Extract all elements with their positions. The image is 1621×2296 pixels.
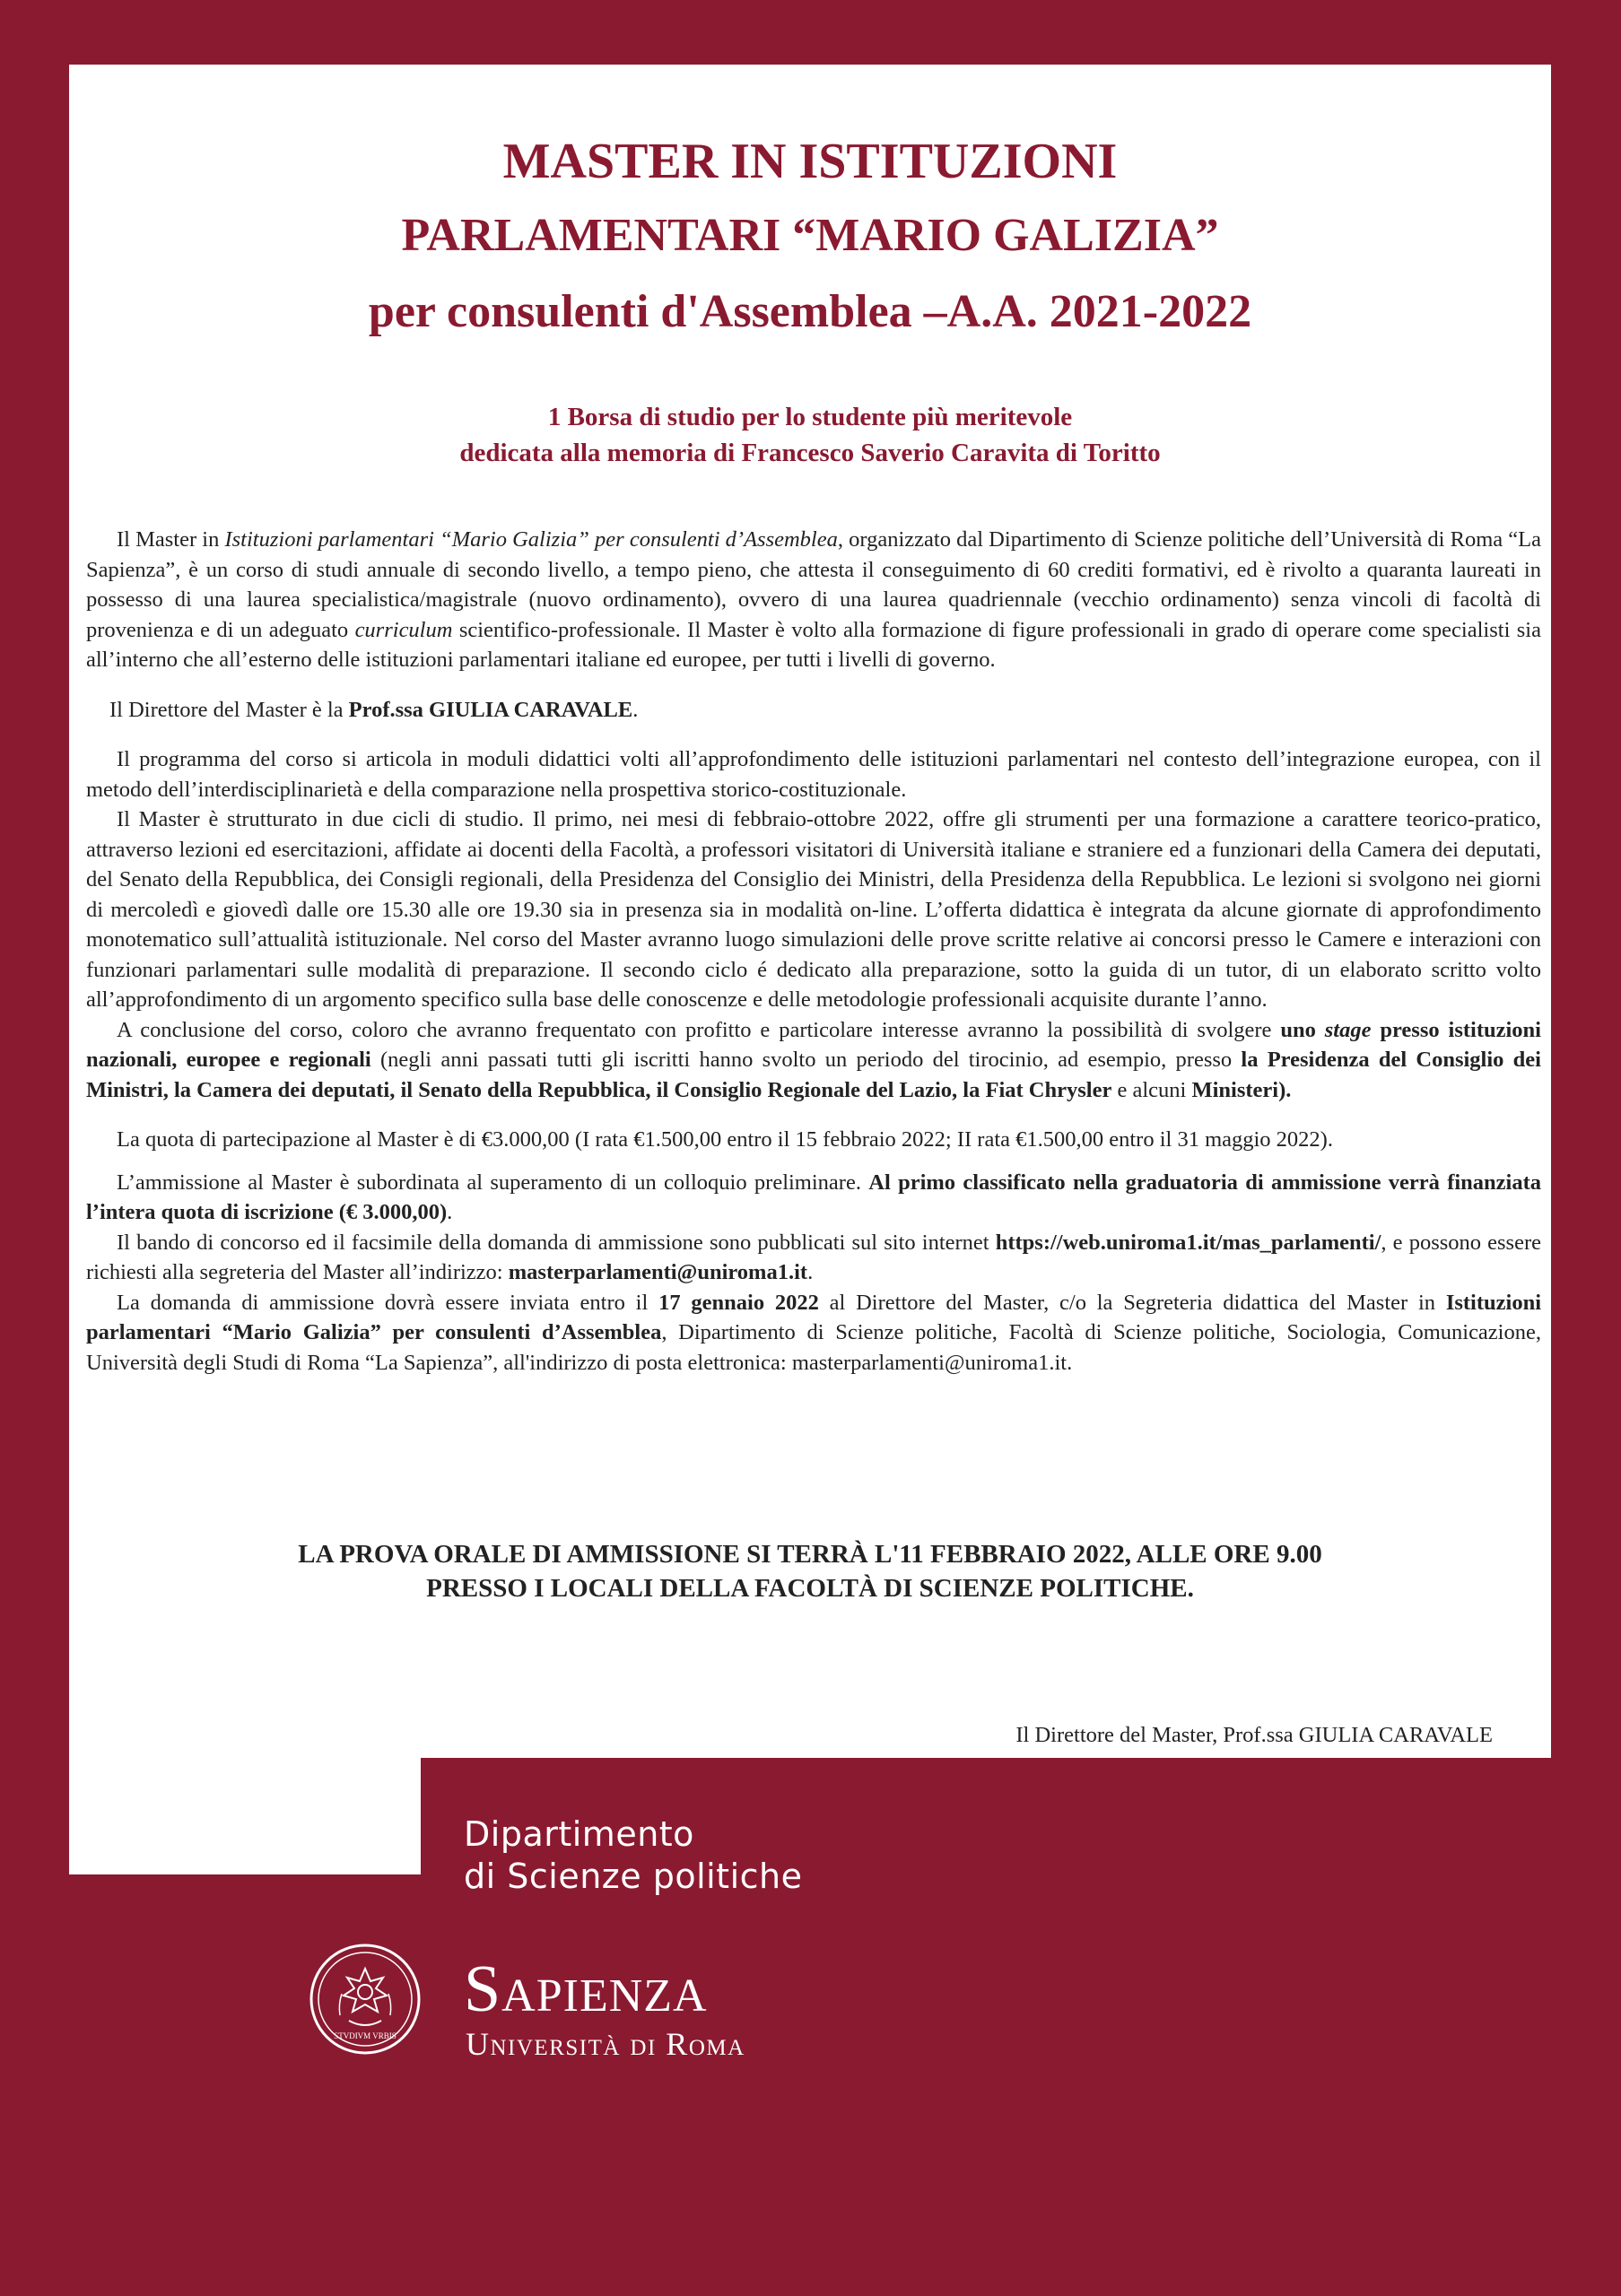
text-span: La domanda di ammissione dovrà essere inviata entro il — [117, 1290, 659, 1315]
notice-line-2: PRESSO I LOCALI DELLA FACOLTÀ DI SCIENZE POLITICHE. — [426, 1574, 1194, 1603]
title-line-3: per consulenti d'Assemblea –A.A. 2021-2022 — [368, 286, 1252, 337]
dept-line-2: di Scienze politiche — [464, 1857, 803, 1896]
notice-line-1: LA PROVA ORALE DI AMMISSIONE SI TERRÀ L'11 FEBBRAIO 2022, ALLE ORE 9.00 — [298, 1540, 1322, 1569]
oral-exam-notice — [69, 1537, 1551, 1605]
text-span: Il Direttore del Master è la — [109, 697, 349, 722]
text-span: scientifico-professionale. Il Master è volto alla formazione di figure professionali in grado di operare come specialisti sia all’interno che all’esterno delle istituzioni parlamentari italiane ed europee, per tutti i livelli di governo. — [86, 617, 1541, 672]
dept-line-1: Dipartimento — [464, 1814, 694, 1854]
deadline-date: 17 gennaio 2022 — [658, 1290, 819, 1315]
text-bold: Al primo classificato nella graduatoria di ammissione verrà finanziata l’intera quota di iscrizione (€ 3.000,00) — [86, 1170, 1542, 1224]
body-text — [86, 525, 1541, 1378]
signature: Il Direttore del Master, Prof.ssa GIULIA CARAVALE — [1015, 1723, 1493, 1747]
subtitle-line-2: dedicata alla memoria di Francesco Saverio Caravita di Toritto — [459, 439, 1161, 467]
sapienza-seal-icon — [308, 1942, 423, 2057]
brand-name: Sapienza — [464, 1952, 708, 2026]
text-bold: Ministeri). — [1191, 1077, 1292, 1102]
department-name — [464, 1813, 803, 1898]
text-span: al Direttore del Master, c/o la Segreteria didattica del Master in — [818, 1290, 1446, 1315]
website-link[interactable]: https://web.uniroma1.it/mas_parlamenti/ — [995, 1230, 1381, 1255]
document-sheet-tab — [69, 1758, 421, 1874]
paragraph-structure: Il Master è strutturato in due cicli di studio. Il primo, nei mesi di febbraio-ottobre 2022, offre gli strumenti per una formazione a carattere teorico-pratico, attraverso lezioni ed esercitazioni, affidate ai docenti della Facoltà, a professori visitatori di Università italiane e straniere ed a funzionari della Camera dei deputati, del Senato della Repubblica, dei Consigli regionali, della Presidenza del Consiglio dei Ministri, della Presidenza della Repubblica. Le lezioni si svolgono nei giorni di mercoledì e giovedì dalle ore 15.30 alle ore 19.30 sia in presenza sia in modalità on-line. L’offerta didattica è integrata da alcune giornate di approfondimento monotematico sull’attualità istituzionale. Nel corso del Master avranno luogo simulazioni delle prove scritte relative ai concorsi presso le Camere e interazioni con funzionari parlamentari sulle modalità di preparazione. Il secondo ciclo é dedicato alla preparazione, sotto la guida di un tutor, di un elaborato scritto volto all’approfondimento di un argomento specifico sulla base delle conoscenze e delle metodologie professionali acquisite durante l’anno. — [86, 807, 1541, 1012]
subtitle-line-1: 1 Borsa di studio per lo studente più meritevole — [547, 403, 1073, 431]
text-span: . — [632, 697, 639, 722]
master-name: Istituzioni parlamentari “Mario Galizia” per consulenti d’Assemblea — [86, 1290, 1541, 1344]
text-span: , organizzato dal Dipartimento di Scienze politiche dell’Università di Roma “La Sapienza”, è un corso di studi annuale di secondo livello, a tempo pieno, che attesta il conseguimento di 60 crediti formativi, ed è rivolto a quaranta laureati in possesso di una laurea specialistica/magistrale (nuovo ordinamento), ovvero di una laurea quadriennale (vecchio ordinamento) senza vincoli di facoltà di provenienza e di un adeguato — [86, 527, 1541, 642]
director-name: Prof.ssa GIULIA CARAVALE — [348, 697, 633, 722]
text-span: Il Master in — [117, 527, 225, 552]
text-span: . — [447, 1200, 453, 1224]
seal-text: STVDIVM VRBIS — [334, 2031, 397, 2040]
paragraph-stage — [86, 1015, 1541, 1106]
text-span: Il bando di concorso ed il facsimile della domanda di ammissione sono pubblicati sul sito internet — [117, 1230, 996, 1255]
paragraph-program: Il programma del corso si articola in moduli didattici volti all’approfondimento delle istituzioni parlamentari nel contesto dell’integrazione europea, con il metodo dell’interdisciplinarietà e della comparazione nella prospettiva storico-costituzionale. — [86, 747, 1541, 802]
text-italic: Istituzioni parlamentari “Mario Galizia” per consulenti d’Assemblea — [224, 527, 838, 552]
text-span: , Dipartimento di Scienze politiche, Facoltà di Scienze politiche, Sociologia, Comunicazione, Università degli Studi di Roma “La Sapienza”, all'indirizzo di posta elettronica: masterparlamenti@uniroma1.it. — [86, 1320, 1541, 1375]
paragraph-deadline — [86, 1288, 1541, 1378]
text-span: . — [807, 1260, 814, 1284]
title-line-1: MASTER IN ISTITUZIONI — [502, 134, 1118, 189]
text-span: , e possono essere richiesti alla segreteria del Master all’indirizzo: — [86, 1230, 1541, 1284]
text-bold: presso istituzioni nazionali, europee e regionali — [86, 1017, 1541, 1072]
text-bold-italic: stage — [1324, 1017, 1372, 1042]
text-bold: la Presidenza del Consiglio dei Ministri, la Camera dei deputati, il Senato della Repubblica, il Consiglio Regionale del Lazio, la Fiat Chrysler — [86, 1048, 1541, 1102]
text-span: L’ammissione al Master è subordinata al superamento di un colloquio preliminare. — [117, 1170, 869, 1195]
email-link[interactable]: masterparlamenti@uniroma1.it — [508, 1260, 808, 1284]
paragraph-fee: La quota di partecipazione al Master è di €3.000,00 (I rata €1.500,00 entro il 15 febbraio 2022; II rata €1.500,00 entro il 31 maggio 2022). — [117, 1127, 1333, 1152]
text-span: A conclusione del corso, coloro che avranno frequentato con profitto e particolare interesse avranno la possibilità di svolgere — [117, 1017, 1281, 1042]
paragraph-admission — [86, 1168, 1541, 1228]
title-line-2: PARLAMENTARI “MARIO GALIZIA” — [401, 210, 1219, 261]
text-italic: curriculum — [354, 617, 453, 642]
university-name: Università di Roma — [466, 2026, 745, 2062]
text-span: e alcuni — [1111, 1077, 1192, 1102]
paragraph-call — [86, 1228, 1541, 1288]
paragraph-intro — [86, 525, 1541, 675]
text-bold: uno — [1280, 1017, 1325, 1042]
paragraph-director — [86, 695, 1541, 726]
text-span: (negli anni passati tutti gli iscritti hanno svolto un periodo del tirocinio, ad esempio, presso — [370, 1048, 1242, 1072]
